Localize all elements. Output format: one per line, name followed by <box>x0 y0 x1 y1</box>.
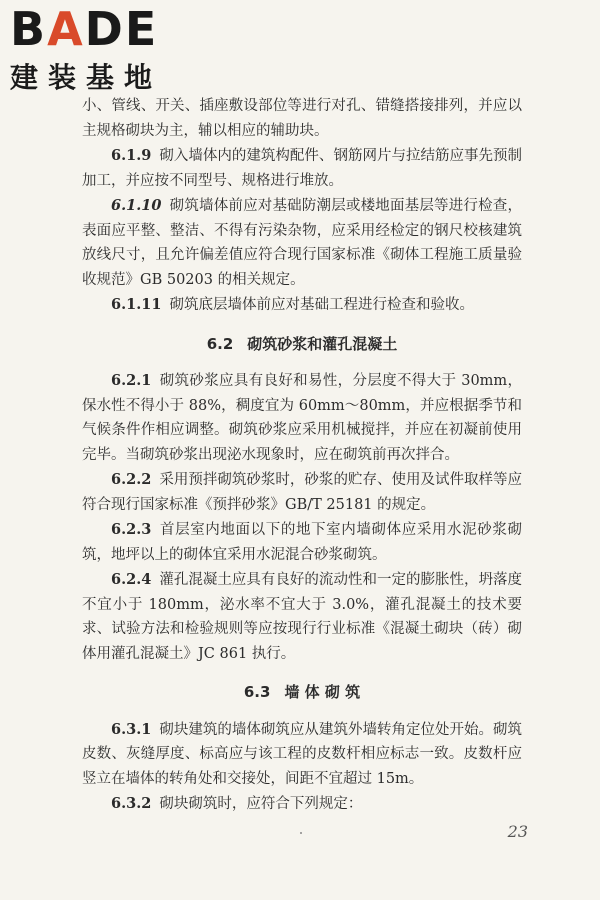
clause-6-1-11 <box>82 293 522 318</box>
clause-number: 6.1.11 <box>111 296 162 313</box>
clause-text: 砌块砌筑时，应符合下列规定： <box>159 796 363 812</box>
clause-text: 砌筑底层墙体前应对基础工程进行检查和验收。 <box>169 297 474 313</box>
clause-6-2-1 <box>82 369 522 467</box>
clause-6-1-10 <box>82 194 522 292</box>
clause-6-2-4 <box>82 568 522 666</box>
page-number: 23 <box>507 822 528 841</box>
scan-speck <box>300 832 302 834</box>
section-heading-6-2 <box>82 332 522 357</box>
section-title: 墙 体 砌 筑 <box>284 683 361 701</box>
paragraph <box>82 94 522 143</box>
clause-number: 6.1.10 <box>111 197 162 214</box>
clause-text: 砌入墙体内的建筑构配件、钢筋网片与拉结筋应事先预制加工，并应按不同型号、规格进行堆放。 <box>82 148 522 189</box>
clause-text: 砌块建筑的墙体砌筑应从建筑外墙转角定位处开始。砌筑皮数、灰缝厚度、标高应与该工程的皮数杆相应标志一致。皮数杆应竖立在墙体的转角处和交接处，间距不宜超过 15m。 <box>82 721 522 787</box>
logo-brand-text: BADE <box>10 2 159 56</box>
clause-number: 6.2.3 <box>111 521 152 538</box>
clause-6-2-3 <box>82 518 522 567</box>
clause-6-3-2 <box>82 792 522 817</box>
logo <box>10 2 163 96</box>
clause-number: 6.2.1 <box>111 372 152 389</box>
logo-brand <box>10 2 162 56</box>
section-number: 6.3 <box>243 683 271 701</box>
section-number: 6.2 <box>206 334 234 353</box>
clause-number: 6.2.4 <box>111 571 152 588</box>
paragraph-text: 小、管线、开关、插座敷设部位等进行对孔、错缝搭接排列，并应以主规格砌块为主，辅以相应的辅助块。 <box>82 98 522 139</box>
clause-text: 灌孔混凝土应具有良好的流动性和一定的膨胀性，坍落度不宜小于 180mm，泌水率不宜大于 3.0%，灌孔混凝土的技术要求、试验方法和检验规则等应按现行行业标准《混凝土砌块（砖）砌体用灌孔混凝土》JC 861 执行。 <box>82 572 522 662</box>
clause-number: 6.1.9 <box>111 147 152 164</box>
clause-6-1-9 <box>82 144 522 193</box>
clause-text: 采用预拌砌筑砂浆时，砂浆的贮存、使用及试件取样等应符合现行国家标准《预拌砂浆》GB/T 25181 的规定。 <box>82 472 522 513</box>
clause-number: 6.3.1 <box>111 720 152 738</box>
logo-subtitle: 建装基地 <box>10 61 163 94</box>
clause-text: 砌筑墙体前应对基础防潮层或楼地面基层等进行检查，表面应平整、整洁、不得有污染杂物，应采用经检定的钢尺校核建筑放线尺寸，且允许偏差值应符合现行国家标准《砌体工程施工质量验收规范》GB 50203 的相关规定。 <box>82 198 522 288</box>
clause-text: 首层室内地面以下的地下室内墙砌体应采用水泥砂浆砌筑，地坪以上的砌体宜采用水泥混合砂浆砌筑。 <box>82 522 522 563</box>
page-content <box>82 94 522 818</box>
section-heading-6-3 <box>82 680 522 705</box>
logo-accent-letter: A <box>47 2 85 56</box>
section-title: 砌筑砂浆和灌孔混凝土 <box>247 334 398 353</box>
clause-6-3-1 <box>82 718 522 792</box>
clause-text: 砌筑砂浆应具有良好和易性，分层度不得大于 30mm，保水性不得小于 88%，稠度宜为 60mm～80mm，并应根据季节和气候条件作相应调整。砌筑砂浆应采用机械搅拌，并应在初凝前使用完毕。当砌筑砂浆出现泌水现象时，应在砌筑前再次拌合。 <box>82 373 522 463</box>
clause-6-2-2 <box>82 468 522 517</box>
clause-number: 6.2.2 <box>111 471 152 488</box>
clause-number: 6.3.2 <box>111 795 152 812</box>
